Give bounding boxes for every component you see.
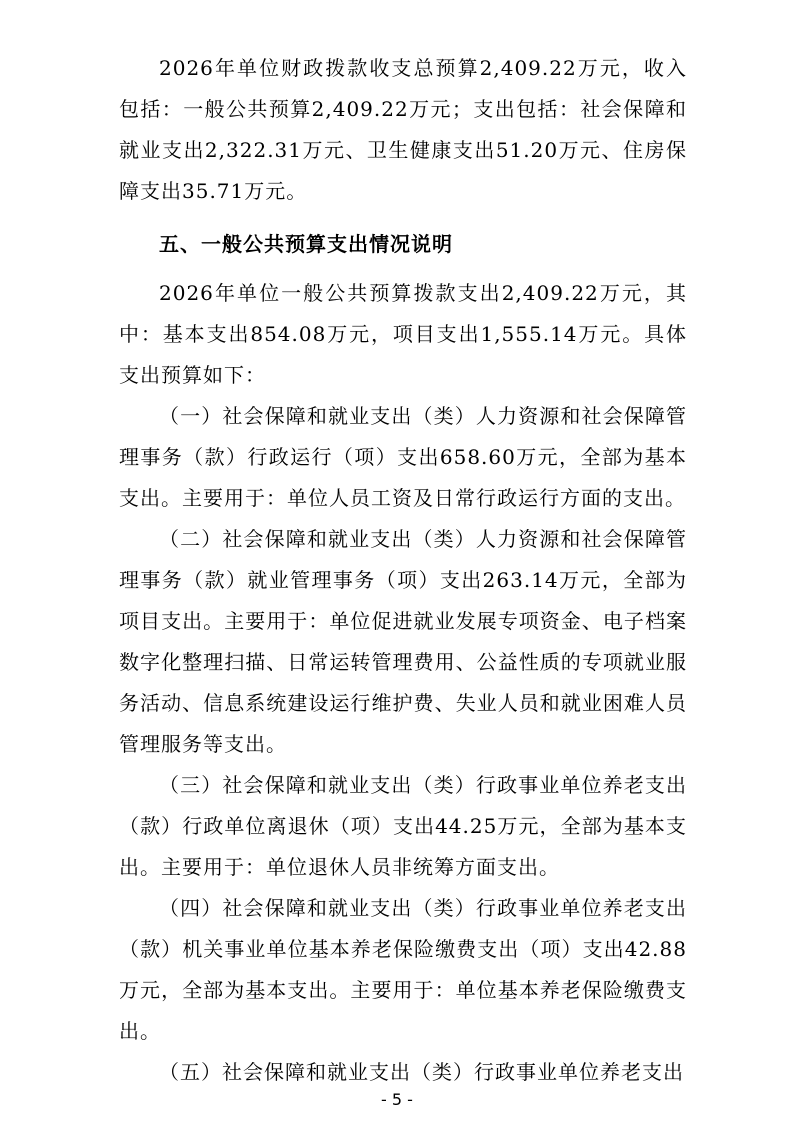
- section-heading: 五、一般公共预算支出情况说明: [159, 232, 453, 256]
- page-number: - 5 -: [381, 1090, 413, 1109]
- item-3-paragraph: （三）社会保障和就业支出（类）行政事业单位养老支出（款）行政单位离退休（项）支出44.25万元，全部为基本支出。主要用于：单位退休人员非统筹方面支出。: [119, 773, 687, 879]
- item-1-paragraph: （一）社会保障和就业支出（类）人力资源和社会保障管理事务（款）行政运行（项）支出658.60万元，全部为基本支出。主要用于：单位人员工资及日常行政运行方面的支出。: [119, 404, 687, 510]
- budget-summary-paragraph: 2026年单位财政拨款收支总预算2,409.22万元，收入包括：一般公共预算2,409.22万元；支出包括：社会保障和就业支出2,322.31万元、卫生健康支出51.20万元、住房保障支出35.71万元。: [119, 56, 687, 203]
- item-4-paragraph: （四）社会保障和就业支出（类）行政事业单位养老支出（款）机关事业单位基本养老保险缴费支出（项）支出42.88万元，全部为基本支出。主要用于：单位基本养老保险缴费支出。: [119, 896, 687, 1043]
- expenditure-overview-paragraph: 2026年单位一般公共预算拨款支出2,409.22万元，其中：基本支出854.08万元，项目支出1,555.14万元。具体支出预算如下：: [119, 281, 687, 387]
- item-2-paragraph: （二）社会保障和就业支出（类）人力资源和社会保障管理事务（款）就业管理事务（项）支出263.14万元，全部为项目支出。主要用于：单位促进就业发展专项资金、电子档案数字化整理扫描、日常运转管理费用、公益性质的专项就业服务活动、信息系统建设运行维护费、失业人员和就业困难人员管理服务等支出。: [119, 527, 687, 756]
- item-5-paragraph: （五）社会保障和就业支出（类）行政事业单位养老支出: [159, 1060, 684, 1084]
- document-body: [119, 48, 687, 1093]
